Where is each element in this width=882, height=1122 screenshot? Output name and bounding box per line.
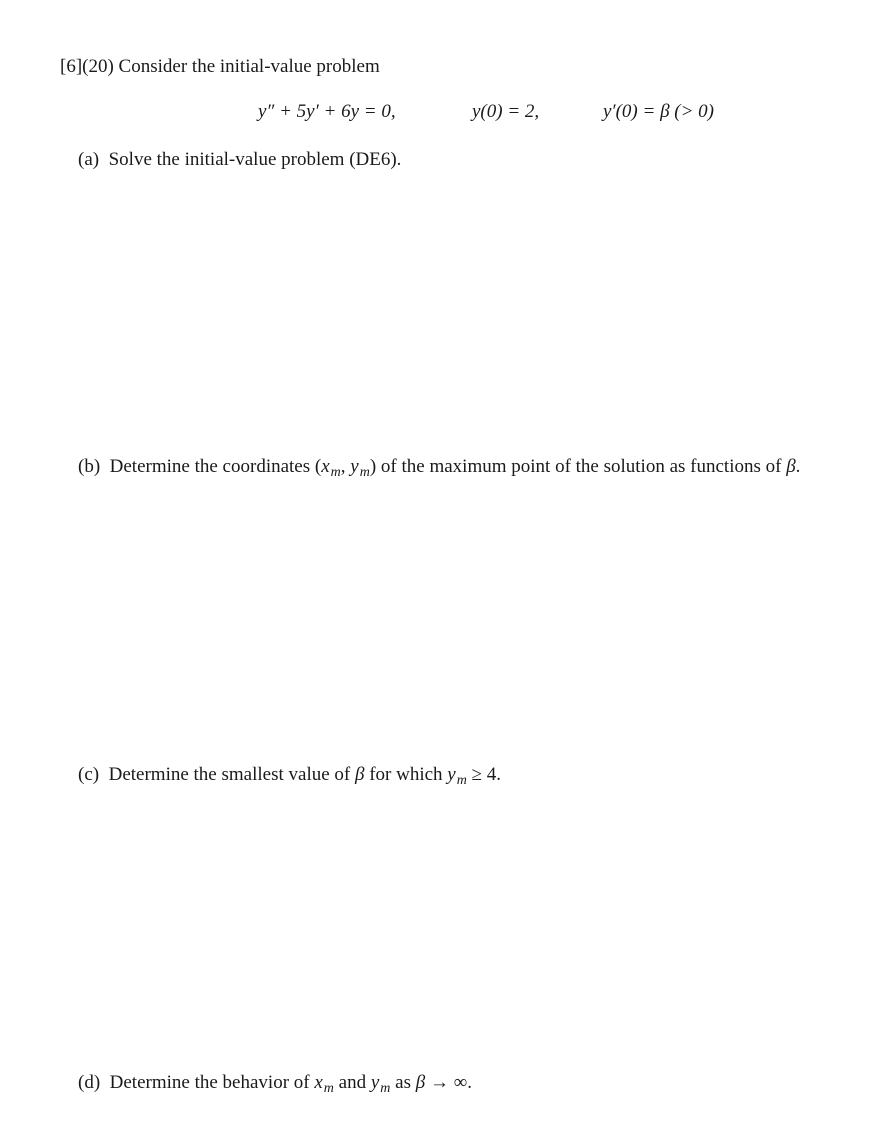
ym-subscript: m xyxy=(456,773,467,788)
differential-equation: y″ + 5y′ + 6y = 0, xyxy=(258,101,396,122)
ym-subscript: m xyxy=(380,1081,391,1096)
part-c xyxy=(78,764,502,788)
coord-comma: , xyxy=(340,456,351,477)
part-d-as: as xyxy=(395,1072,411,1093)
part-d xyxy=(78,1072,473,1096)
part-d-pre: Determine the behavior of xyxy=(109,1072,310,1093)
ym-subscript: m xyxy=(359,465,370,480)
beta-symbol: β xyxy=(354,764,365,785)
xm-subscript: m xyxy=(330,465,341,480)
part-b-end: . xyxy=(795,456,801,477)
part-b-pre: Determine the coordinates ( xyxy=(109,456,322,477)
part-c-pre: Determine the smallest value of xyxy=(108,764,351,785)
part-d-and: and xyxy=(338,1072,367,1093)
part-a xyxy=(78,150,401,169)
beta-symbol: β xyxy=(415,1072,426,1093)
part-c-condition: ≥ 4. xyxy=(471,764,502,785)
beta-symbol: β xyxy=(786,456,796,477)
part-a-text: Solve the initial-value problem (DE6). xyxy=(108,149,402,170)
part-a-label: (a) xyxy=(78,149,100,170)
ym-variable: y xyxy=(447,764,456,785)
initial-condition-dy0: y′(0) = β (> 0) xyxy=(603,101,715,122)
part-c-mid: for which xyxy=(369,764,443,785)
part-b-post: ) of the maximum point of the solution as functions of xyxy=(369,456,782,477)
problem-header: [6](20) Consider the initial-value problem xyxy=(60,56,380,77)
xm-subscript: m xyxy=(323,1081,334,1096)
ym-variable: y xyxy=(370,1072,380,1093)
ym-variable: y xyxy=(350,456,359,477)
part-c-label: (c) xyxy=(78,764,100,785)
part-b xyxy=(78,456,801,480)
xm-variable: x xyxy=(321,456,330,477)
xm-variable: x xyxy=(314,1072,323,1093)
part-d-label: (d) xyxy=(78,1072,101,1093)
initial-condition-y0: y(0) = 2, xyxy=(472,101,540,122)
part-b-label: (b) xyxy=(78,456,101,477)
part-d-limit: → ∞. xyxy=(429,1072,473,1093)
